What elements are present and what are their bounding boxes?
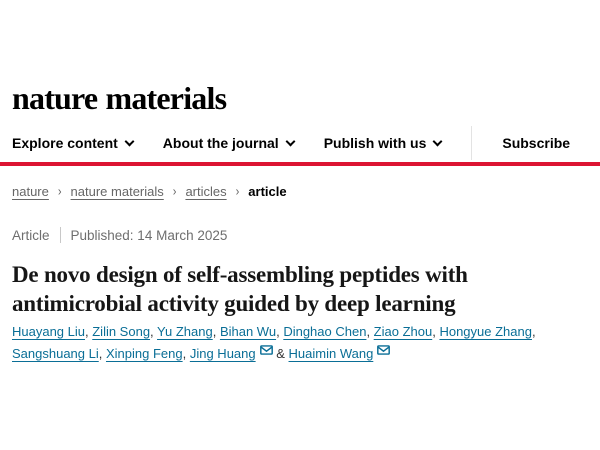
chevron-down-icon: [285, 137, 295, 147]
primary-nav-items: [12, 135, 441, 151]
breadcrumb-current: article: [248, 184, 287, 199]
email-icon[interactable]: [260, 345, 273, 355]
nav-item-publish-with-us[interactable]: [324, 135, 442, 151]
chevron-down-icon: [433, 137, 443, 147]
primary-nav: [12, 127, 600, 159]
published-date: Published: 14 March 2025: [70, 227, 228, 243]
email-icon[interactable]: [377, 345, 390, 355]
author-separator: ,: [276, 324, 284, 339]
brand-rule: [0, 162, 600, 166]
author-separator: ,: [531, 324, 536, 339]
nav-item-label: Publish with us: [323, 135, 427, 151]
author-link-sangshuang-li[interactable]: Sangshuang Li: [12, 346, 99, 361]
nav-item-label: Explore content: [12, 135, 118, 151]
nav-item-explore-content[interactable]: [12, 135, 133, 151]
author-list: [12, 321, 590, 365]
meta-divider: [60, 227, 61, 243]
article-type-label: Article: [12, 227, 50, 243]
author-separator: ,: [98, 346, 106, 361]
author-separator: ,: [85, 324, 93, 339]
breadcrumb-link-nature[interactable]: nature: [12, 184, 49, 199]
author-link-hongyue-zhang[interactable]: Hongyue Zhang: [439, 324, 532, 339]
author-link-jing-huang[interactable]: Jing Huang: [189, 346, 256, 361]
breadcrumb-link-articles[interactable]: articles: [185, 184, 227, 199]
author-link-ziao-zhou[interactable]: Ziao Zhou: [373, 324, 433, 339]
author-link-bihan-wu[interactable]: Bihan Wu: [219, 324, 277, 339]
chevron-right-icon: ›: [235, 184, 240, 199]
chevron-down-icon: [124, 137, 134, 147]
author-separator: ,: [212, 324, 220, 339]
author-link-huayang-liu[interactable]: Huayang Liu: [12, 324, 85, 339]
author-separator: ,: [182, 346, 190, 361]
nav-divider: [471, 126, 472, 160]
author-separator: ,: [366, 324, 374, 339]
author-link-yu-zhang[interactable]: Yu Zhang: [157, 324, 213, 339]
author-link-xinping-feng[interactable]: Xinping Feng: [105, 346, 183, 361]
article-meta: [12, 227, 227, 243]
journal-logo[interactable]: nature materials: [12, 80, 227, 116]
subscribe-link[interactable]: Subscribe: [502, 135, 571, 151]
author-separator: &: [272, 346, 289, 361]
author-separator: ,: [150, 324, 158, 339]
nav-item-about-the-journal[interactable]: [163, 135, 294, 151]
author-link-zilin-song[interactable]: Zilin Song: [92, 324, 151, 339]
chevron-right-icon: ›: [57, 184, 62, 199]
author-link-dinghao-chen[interactable]: Dinghao Chen: [283, 324, 367, 339]
article-title: De novo design of self-assembling peptides with antimicrobial activity guided by deep learning: [12, 262, 468, 317]
nav-item-label: About the journal: [162, 135, 279, 151]
breadcrumb-link-nature-materials[interactable]: nature materials: [70, 184, 164, 199]
chevron-right-icon: ›: [172, 184, 177, 199]
breadcrumb: [12, 184, 287, 199]
breadcrumb-links: [12, 184, 239, 199]
author-separator: ,: [432, 324, 440, 339]
author-link-huaimin-wang[interactable]: Huaimin Wang: [288, 346, 374, 361]
